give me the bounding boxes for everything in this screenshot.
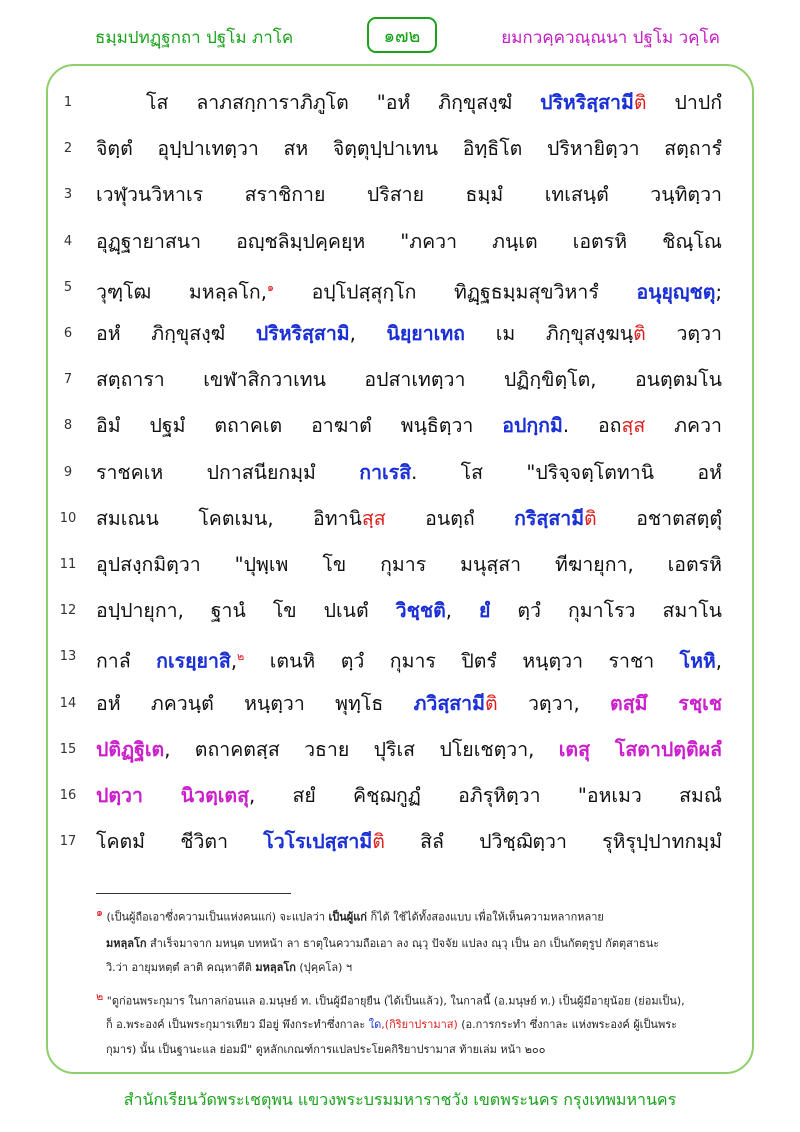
text-segment: ติ [484, 691, 498, 715]
text-segment: , [445, 599, 479, 623]
text-segment: , ตถาคตสฺส วธาย ปุริเส ปโยเชตฺวา, [164, 737, 559, 761]
line-number: 15 [59, 741, 77, 757]
text-segment: ติ [372, 830, 385, 854]
footnote-segment: ก็ได้ ใช้ได้ทั้งสองแบบ เพื่อให้เห็นความหลากหลาย [366, 910, 604, 924]
text-segment: วิชฺชติ [395, 599, 446, 623]
line-number: 9 [63, 464, 73, 480]
text-segment: จิตฺตํ อุปฺปาเทตฺวา สห จิตฺตุปฺปาเทน อิทฺธิโต ปริหายิตฺวา สตฺถารํ [96, 137, 722, 161]
text-segment: วตฺวา [645, 322, 722, 345]
text-line [0, 727, 800, 773]
line-text [146, 80, 722, 126]
text-segment: นิยฺยาเทถ [386, 322, 465, 345]
line-number: 6 [63, 326, 73, 341]
footnote-line [96, 986, 736, 1013]
text-segment: กเรยฺยาสิ [156, 649, 231, 673]
text-segment: ภวิสฺสามี [413, 691, 485, 715]
text-segment: ปตฺวา นิวตฺเตสุ [96, 784, 249, 807]
line-text [96, 773, 722, 819]
text-segment: โหหิ [679, 649, 716, 673]
line-number: 2 [63, 141, 73, 157]
text-segment: โคตมํ ชีวิตา [96, 830, 264, 854]
line-number: 16 [59, 788, 77, 803]
text-line [0, 311, 800, 357]
line-number: 10 [59, 510, 77, 526]
text-segment: อปฺโปสฺสุกฺโก ทิฏฺฐธมฺมสุขวิหารํ [273, 280, 637, 304]
text-line [0, 819, 800, 865]
footnote-line [106, 933, 746, 955]
text-line [0, 357, 800, 403]
text-segment: ปติฏฺฐิเต [96, 737, 165, 761]
text-segment: , [715, 649, 722, 673]
header-book-title: ธมฺมปทฏฺฐกถา ปฐโม ภาโค [95, 28, 294, 48]
text-segment: วุฑฺโฒ มหลฺลโก, [96, 280, 267, 304]
text-line [0, 496, 800, 542]
text-segment: ติ [584, 506, 597, 530]
page-number-box: ๑๗๒ [367, 17, 437, 53]
line-number: 14 [59, 695, 77, 711]
text-segment: เวฬุวนวิหาเร สราชิกาย ปริสาย ธมฺมํ เทเสนฺตํ วนฺทิตฺวา [96, 183, 722, 207]
text-segment: , สยํ คิชฺฌกูฏํ อภิรุหิตฺวา "อหเมว สมณํ [248, 784, 723, 807]
line-number: 4 [63, 233, 73, 249]
text-segment: กาเรสิ [359, 460, 412, 484]
text-segment: อปกฺกมิ [502, 414, 563, 438]
text-segment: กาลํ [96, 649, 157, 673]
footnote-line [106, 1039, 746, 1061]
footnote-segment: ก็ อ.พระองค์ เป็นพระกุมารเทียว มีอยู่ พึงกระทำซึ่งกาละ [106, 1018, 369, 1031]
text-line [0, 773, 800, 819]
line-text [96, 219, 722, 265]
footnote-segment: เป็นผู้แก่ [328, 910, 367, 924]
text-segment: ปริหริสฺสามี [540, 91, 634, 114]
text-line [0, 588, 800, 634]
line-text [96, 450, 722, 496]
line-text [96, 172, 722, 218]
footnote-segment: "ดูก่อนพระกุมาร ในกาลก่อนแล อ.มนุษย์ ท. เป็นผู้มีอายุยืน (ได้เป็นแล้ว), ในกาลนี้ (อ.มนุษย์ ท.) เป็นผู้มีอายุน้อย (ย่อมเป็น), [103, 994, 685, 1008]
text-segment: ยํ [478, 599, 491, 623]
line-number: 1 [63, 95, 73, 110]
line-number: 8 [63, 418, 73, 434]
text-segment: สมเณน โคตเมน, อิทานิ [96, 506, 362, 530]
text-segment: , [349, 322, 387, 345]
text-segment: อิมํ ปฐมํ ตถาคเต อาฆาตํ พนฺธิตฺวา [96, 414, 503, 438]
text-segment: ราชคเห ปกาสนียกมฺมํ [96, 460, 360, 484]
text-segment: ; [715, 280, 723, 304]
footer-institution: สำนักเรียนวัดพระเชตุพน แขวงพระบรมมหาราชวัง เขตพระนคร กรุงเทพมหานคร [123, 1090, 677, 1109]
text-segment: ปริหริสฺสามิ [255, 322, 350, 345]
footnote-marker: ๒ [237, 650, 245, 664]
footnote-marker: ๒ [96, 990, 104, 1003]
text-segment: สิลํ ปวิชฺฌิตฺวา รุหิรุปฺปาทกมฺมํ [384, 830, 722, 854]
footnote-line [106, 1014, 746, 1036]
line-number: 17 [59, 834, 77, 850]
text-line [0, 403, 800, 449]
text-line [0, 634, 800, 680]
line-text [96, 311, 722, 357]
line-text [96, 819, 722, 865]
line-text [96, 357, 722, 403]
text-segment: วตฺวา, [497, 691, 611, 715]
footnote-segment: มหลฺลโก [106, 937, 147, 950]
footnote-divider [96, 893, 291, 894]
text-segment: อชาตสตฺตุํ [596, 506, 722, 530]
text-segment: โส ลาภสกฺการาภิภูโต "อหํ ภิกฺขุสงฺฆํ [146, 91, 541, 114]
text-line [0, 219, 800, 265]
footnote-marker: ๑ [96, 906, 103, 919]
footnote-segment: มหลฺลโก [255, 961, 296, 974]
text-segment: สตฺถารา เขฬาสิกวาเทน อปสาเทตฺวา ปฏิกฺขิตฺโต, อนตฺตมโน [96, 368, 722, 392]
text-line [0, 265, 800, 311]
footnote-segment: วิ.ว่า อายุมหตฺตํ ลาติ คณฺหาตีติ [106, 961, 256, 974]
text-segment: ตสฺมึ รชฺเช [610, 691, 722, 715]
text-segment: อปฺปายุกา, ฐานํ โข ปเนตํ [96, 599, 396, 623]
text-segment: ติ [633, 322, 646, 345]
text-segment: อหํ ภิกฺขุสงฺฆํ [96, 322, 256, 345]
text-segment: สฺส [621, 414, 646, 438]
line-text [96, 634, 722, 685]
line-text [96, 727, 722, 773]
line-number: 11 [59, 557, 77, 572]
text-segment: อนุยุญฺชตุ [636, 280, 716, 304]
line-number: 5 [63, 279, 73, 295]
text-segment: โวโรเปสฺสามี [263, 830, 373, 854]
text-segment: ติ [633, 91, 647, 114]
line-number: 13 [59, 649, 77, 665]
footnote-segment: (อ.การกระทำ ซึ่งกาละ แห่งพระองค์ ผู้เป็นพระ [457, 1018, 678, 1031]
line-text [96, 265, 722, 316]
line-text [96, 496, 722, 542]
footnote-marker: ๑ [266, 280, 274, 294]
footnote-segment: ใด [368, 1018, 382, 1031]
text-line [0, 681, 800, 727]
text-segment: , [230, 649, 238, 673]
text-segment: ตฺวํ กุมาโรว สมาโน [490, 599, 722, 623]
text-segment: อุฏฺฐายาสนา อญฺชลิมฺปคฺคยฺห "ภควา ภนฺเต เอตรหิ ชิณฺโณ [96, 229, 722, 253]
text-segment: อหํ ภควนฺตํ หนฺตฺวา พุทฺโธ [96, 691, 414, 715]
text-segment: . โส "ปริจฺจตฺโตทานิ อหํ [411, 460, 722, 484]
line-text [96, 542, 722, 588]
footnote-segment: กุมาร) นั้น เป็นฐานะแล ย่อมมี" ดูหลักเกณฑ์การแปลประโยคกิริยาปรามาส ท้ายเล่ม หน้า ๒๐๐ [106, 1043, 546, 1056]
text-segment: สฺส [361, 506, 386, 530]
footnote-line [96, 902, 736, 929]
text-segment: อุปสงฺกมิตฺวา "ปุพฺเพ โข กุมาร มนุสฺสา ทีฆายุกา, เอตรหิ [96, 553, 722, 576]
line-text [96, 126, 722, 172]
text-line [0, 542, 800, 588]
footnote-segment: สำเร็จมาจาก มหนฺต บทหน้า ลา ธาตุในความถือเอา ลง ณฺวุ ปัจจัย แปลง ณฺวุ เป็น อก เป็นกัตตุรูป กัตตุสาธนะ [146, 937, 660, 950]
line-text [96, 588, 722, 634]
text-segment: . อถ [562, 414, 622, 438]
line-text [96, 681, 722, 727]
text-segment: เตนหิ ตฺวํ กุมาร ปิตรํ หนฺตฺวา ราชา [244, 649, 680, 673]
footnote-line [106, 957, 746, 979]
footnote-segment: ,(กิริยาปรามาส) [381, 1018, 458, 1031]
text-segment: ภควา [645, 414, 722, 438]
text-segment: เม ภิกฺขุสงฺฆนฺ [465, 322, 634, 345]
text-line [0, 126, 800, 172]
text-line [0, 450, 800, 496]
line-number: 7 [63, 372, 73, 388]
footnote-segment: (เป็นผู้ถือเอาซึ่งความเป็นแห่งคนแก่) จะแปลว่า [102, 910, 329, 924]
text-segment: เตสุ โสตาปตฺติผลํ [558, 737, 722, 761]
text-segment: ปาปกํ [646, 91, 723, 114]
line-number: 12 [59, 603, 77, 619]
line-number: 3 [63, 187, 73, 203]
text-segment: อนตฺถํ [385, 506, 515, 530]
footnote-segment: (ปุคฺคโล) ฯ [295, 961, 353, 974]
text-line [0, 172, 800, 218]
header-chapter-title: ยมกวคฺควณฺณนา ปฐโม วคฺโค [501, 28, 720, 48]
line-text [96, 403, 722, 449]
text-line [0, 80, 800, 126]
text-segment: กริสฺสามี [514, 506, 585, 530]
